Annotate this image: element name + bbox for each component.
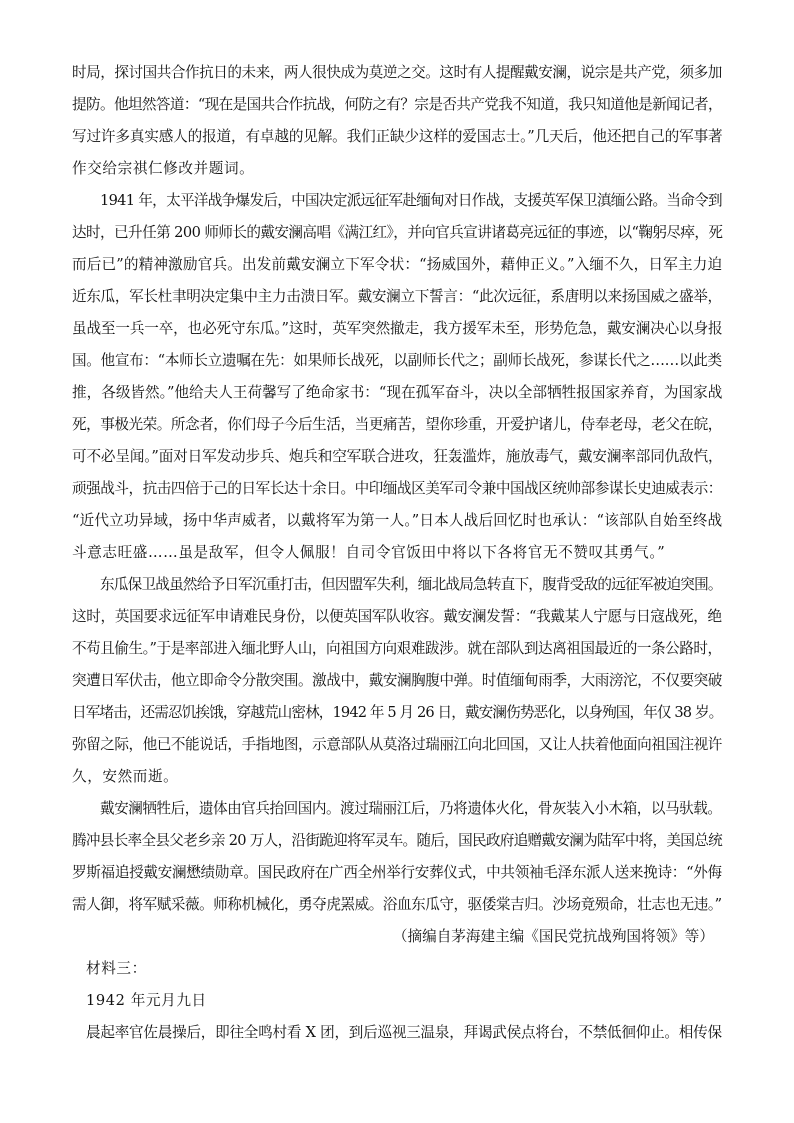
text-line: 死，事极光荣。所念者，你们母子今后生活，当更痛苦，望你珍重，开爱护诸儿，侍奉老母，老父在皖， (72, 416, 722, 433)
text-line: 顽强战斗，抗击四倍于己的日军长达十余日。中印缅战区美军司令兼中国战区统帅部参谋长史迪威表示： (72, 480, 722, 497)
text-line: 虽战至一兵一卒，也必死守东瓜。”这时，英军突然撤走，我方援军未至，形势危急，戴安澜决心以身报 (72, 320, 723, 337)
material-heading: 材料三： (86, 960, 147, 977)
text-line: 弥留之际，他已不能说话，手指地图，示意部队从莫洛过瑞丽江向北回国，又让人扶着他面向祖国注视许 (72, 736, 722, 753)
source-citation: （摘编自茅海建主编《国民党抗战殉国将领》等） (392, 928, 714, 945)
text-line: 可不必呈闻。”面对日军发动步兵、炮兵和空军联合进攻，狂轰滥炸，施放毒气，戴安澜率部同仇敌忾， (72, 448, 723, 465)
text-line: 提防。他坦然答道：“现在是国共合作抗战，何防之有？宗是否共产党我不知道，我只知道他是新闻记者， (72, 96, 722, 113)
text-line: 1941 年，太平洋战争爆发后，中国决定派远征军赴缅甸对日作战，支援英军保卫滇缅公路。当命令到 (100, 192, 722, 209)
text-line: 需人御，将军赋采薇。师称机械化，勇夺虎罴威。浴血东瓜守，驱倭棠吉归。沙场竟殒命，壮志也无违。” (72, 896, 722, 913)
text-line: 腾冲县长率全县父老乡亲 20 万人，沿街跪迎将军灵车。随后，国民政府追赠戴安澜为陆军中将，美国总统 (72, 832, 722, 849)
text-line: “近代立功异域，扬中华声威者，以戴将军为第一人。”日本人战后回忆时也承认：“该部队自始至终战 (72, 512, 723, 529)
diary-date: 1942 年元月九日 (86, 992, 207, 1009)
text-line: 戴安澜牺牲后，遗体由官兵抬回国内。渡过瑞丽江后，乃将遗体火化，骨灰装入小木箱，以马驮载。 (100, 800, 722, 817)
text-line: 近东瓜，军长杜聿明决定集中主力击溃日军。戴安澜立下誓言：“此次远征，系唐明以来扬国威之盛举， (72, 288, 722, 305)
text-line: 斗意志旺盛……虽是敌军，但令人佩服！自司令官饭田中将以下各将官无不赞叹其勇气。” (72, 544, 666, 561)
text-line: 日军堵击，还需忍饥挨饿，穿越荒山密林，1942 年 5 月 26 日，戴安澜伤势恶化，以身殉国，年仅 38 岁。 (72, 704, 723, 721)
text-line: 东瓜保卫战虽然给予日军沉重打击，但因盟军失利，缅北战局急转直下，腹背受敌的远征军被迫突围。 (100, 576, 722, 593)
text-line: 而后已”的精神激励官兵。出发前戴安澜立下军令状：“扬威国外，藉伸正义。”入缅不久，日军主力迫 (72, 256, 723, 273)
diary-text: 晨起率官佐晨操后，即往全鸣村看 X 团，到后巡视三温泉，拜谒武侯点将台，不禁低徊仰止。相传保 (86, 1024, 722, 1041)
text-line: 推，各级皆然。”他给夫人王荷馨写了绝命家书：“现在孤军奋斗，决以全部牺牲报国家养育，为国家战 (72, 384, 723, 401)
text-line: 这时，英国要求远征军申请难民身份，以便英国军队收容。戴安澜发誓：“我戴某人宁愿与日寇战死，绝 (72, 608, 722, 625)
text-line: 罗斯福追授戴安澜懋绩勋章。国民政府在广西全州举行安葬仪式，中共领袖毛泽东派人送来挽诗：“外侮 (72, 864, 722, 881)
text-line: 作交给宗祺仁修改并题词。 (72, 160, 255, 177)
text-line: 国。他宣布：“本师长立遗嘱在先：如果师长战死，以副师长代之；副师长战死，参谋长代之……以此类 (72, 352, 722, 369)
text-line: 不苟且偷生。”于是率部进入缅北野人山，向祖国方向艰难跋涉。就在部队到达离祖国最近的一条公路时， (72, 640, 722, 657)
text-line: 久，安然而逝。 (72, 768, 179, 785)
text-line: 时局，探讨国共合作抗日的未来，两人很快成为莫逆之交。这时有人提醒戴安澜，说宗是共产党，须多加 (72, 64, 722, 81)
text-line: 达时，已升任第 200 师师长的戴安澜高唱《满江红》，并向官兵宣讲诸葛亮远征的事迹，以“鞠躬尽瘁，死 (72, 224, 723, 241)
text-line: 突遭日军伏击，他立即命令分散突围。激战中，戴安澜胸腹中弹。时值缅甸雨季，大雨滂沱，不仅要突破 (72, 672, 722, 689)
text-line: 写过许多真实感人的报道，有卓越的见解。我们正缺少这样的爱国志士。”几天后，他还把自己的军事著 (72, 128, 723, 145)
